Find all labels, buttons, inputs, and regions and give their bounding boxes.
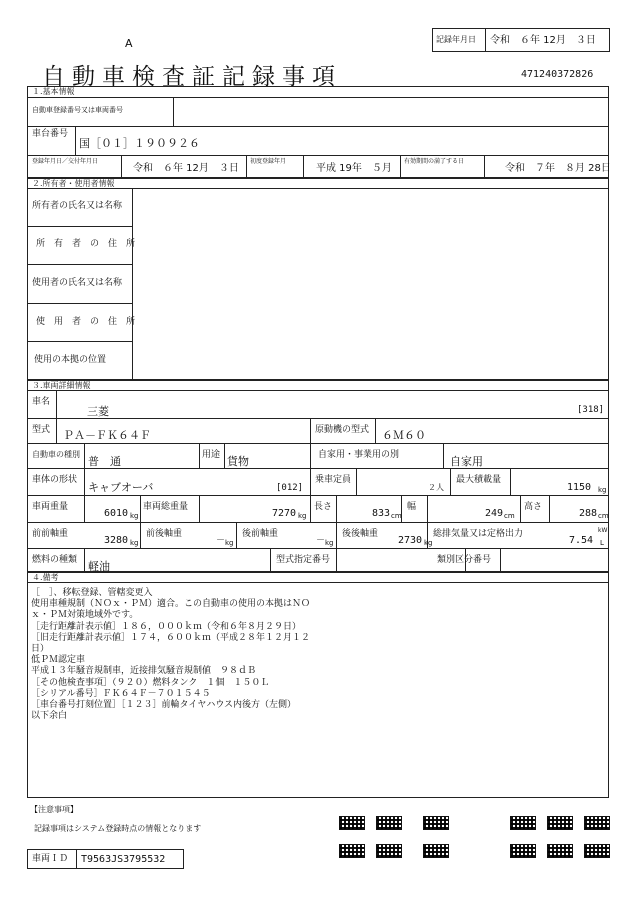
- section-2-heading: ２.所有者・使用者情報: [32, 179, 115, 188]
- rear-front-axle-unit: kg: [325, 539, 334, 547]
- front-rear-axle-label: 前後軸重: [146, 529, 183, 539]
- remarks-line: ［シリアル番号］ＦＫ６４Ｆ－７０１５４５: [31, 688, 211, 699]
- fuel-type-value: 軽油: [88, 560, 110, 573]
- qr-code-icon: [547, 816, 573, 830]
- remarks-line: 低ＰＭ認定車: [31, 655, 86, 666]
- width-label: 幅: [407, 502, 417, 512]
- remarks-line: 使用車種規制（ＮＯｘ・ＰＭ）適合。この自動車の使用の本拠はＮＯ: [31, 599, 311, 610]
- section-3-heading: ３.車両詳細情報: [32, 381, 91, 390]
- remarks-line: 以下余白: [31, 711, 68, 722]
- remarks-line: ［旧走行距離計表示値］１７４，６００ｋｍ（平成２８年１２月１２: [31, 632, 311, 643]
- remarks-line: ［走行距離計表示値］１８６，０００ｋｍ（令和６年８月２９日）: [31, 621, 302, 632]
- remarks-line: ［車台番号打刻位置］［１２３］前輪タイヤハウス内後方（左側）: [31, 700, 297, 711]
- expiry-date-value: 令和 ７年 ８月 28日: [505, 163, 611, 174]
- width-value: 249: [485, 508, 504, 519]
- remarks-line: ［その他検査事項］（９２０）燃料タンク １個 １５０Ｌ: [31, 677, 270, 688]
- remarks-line: ｘ・ＰＭ対策地域外です。: [31, 610, 139, 621]
- capacity-label: 乗車定員: [315, 475, 352, 485]
- fuel-type-label: 燃料の種類: [32, 555, 78, 565]
- qr-code-icon: [510, 844, 536, 858]
- gross-weight-unit: kg: [298, 512, 307, 520]
- vehicle-kind-label: 自動車の種別: [32, 450, 80, 459]
- vehicle-weight-value: 6010: [104, 508, 129, 519]
- owner-address-label: 所 有 者 の 住 所: [36, 239, 136, 249]
- qr-code-icon: [339, 844, 365, 858]
- type-designation-label: 型式指定番号: [276, 555, 331, 565]
- user-name-label: 使用者の氏名又は名称: [32, 278, 123, 288]
- record-date-label: 記録年月日: [436, 35, 476, 44]
- maker-value: 三菱: [87, 405, 109, 418]
- vehicle-weight-label: 車両重量: [32, 502, 69, 512]
- qr-code-icon: [584, 816, 610, 830]
- max-load-unit: kg: [598, 486, 607, 494]
- expiry-date-label: 有効期間の満了する日: [404, 158, 465, 165]
- remarks-line: ［ ］、移転登録、管轄変更入: [31, 588, 153, 598]
- record-date-value: 令和 ６年 12月 ３日: [490, 35, 596, 46]
- width-unit: cm: [504, 512, 515, 520]
- rear-rear-axle-unit: kg: [424, 539, 433, 547]
- notes-text: 記録事項はシステム登録時点の情報となります: [34, 824, 202, 833]
- engine-model-label: 原動機の型式: [315, 425, 370, 435]
- first-registration-label: 初度登録年月: [250, 158, 287, 165]
- front-rear-axle-unit: kg: [225, 539, 234, 547]
- front-front-axle-label: 前前軸重: [32, 529, 69, 539]
- owner-name-label: 所有者の氏名又は名称: [32, 201, 123, 211]
- chassis-number-value: 国［０１］１９０９２６: [79, 137, 200, 150]
- qr-code-icon: [376, 844, 402, 858]
- qr-code-icon: [339, 816, 365, 830]
- rear-front-axle-value: －: [316, 536, 326, 546]
- engine-model-value: ６Ｍ６０: [382, 429, 426, 442]
- rear-rear-axle-value: 2730: [398, 535, 423, 546]
- remarks-text: [31, 588, 310, 722]
- displacement-unit-l: L: [600, 539, 604, 547]
- front-front-axle-value: 3280: [104, 535, 129, 546]
- displacement-unit-kw: kW: [598, 527, 608, 534]
- classification-label: 類別区分番号: [437, 555, 492, 565]
- displacement-label: 総排気量又は定格出力: [433, 529, 524, 539]
- gross-weight-value: 7270: [272, 508, 297, 519]
- remarks-line: 平成１３年騒音規制車，近接排気騒音規制値 ９８ｄＢ: [31, 666, 257, 677]
- remarks-line: 日）: [31, 644, 50, 655]
- registration-date-label: 登録年月日／交付年月日: [32, 158, 99, 165]
- private-business-label: 自家用・事業用の別: [318, 450, 400, 460]
- use-label: 用途: [202, 450, 221, 460]
- front-rear-axle-value: －: [216, 536, 226, 546]
- maker-code: [318]: [577, 405, 605, 415]
- form-mark: A: [125, 37, 133, 50]
- vehicle-id-label: 車両ＩＤ: [32, 854, 69, 864]
- rear-front-axle-label: 後前軸重: [242, 529, 279, 539]
- notes-heading: 【注意事項】: [30, 805, 78, 814]
- registration-number-label: 自動車登録番号又は車両番号: [32, 106, 123, 114]
- qr-code-icon: [584, 844, 610, 858]
- base-location-label: 使用の本拠の位置: [34, 355, 107, 365]
- vehicle-kind-value: 普 通: [88, 455, 121, 468]
- qr-code-icon: [510, 816, 536, 830]
- chassis-number-label: 車台番号: [32, 129, 69, 139]
- body-shape-value: キャブオーバ: [88, 481, 154, 494]
- body-shape-label: 車体の形状: [32, 475, 78, 485]
- height-unit: cm: [598, 512, 609, 520]
- max-load-value: 1150: [567, 482, 592, 493]
- first-registration-value: 平成 19年 ５月: [316, 163, 392, 174]
- body-shape-code: [012]: [276, 483, 304, 493]
- height-label: 高さ: [524, 502, 543, 512]
- registration-date-value: 令和 ６年 12月 ３日: [133, 163, 239, 174]
- length-label: 長さ: [314, 502, 333, 512]
- model-label: 型式: [32, 425, 51, 435]
- displacement-value: 7.54: [569, 535, 594, 546]
- vehicle-id-value: T9563JS3795532: [81, 854, 166, 865]
- qr-code-icon: [547, 844, 573, 858]
- qr-code-icon: [423, 816, 449, 830]
- vehicle-weight-unit: kg: [130, 512, 139, 520]
- qr-code-icon: [423, 844, 449, 858]
- capacity-value: ２人: [428, 483, 444, 492]
- private-business-value: 自家用: [450, 455, 483, 468]
- maker-label: 車名: [32, 397, 51, 407]
- rear-rear-axle-label: 後後軸重: [342, 529, 379, 539]
- section-1-heading: １.基本情報: [32, 87, 75, 96]
- gross-weight-label: 車両総重量: [143, 502, 189, 512]
- length-unit: cm: [391, 512, 402, 520]
- qr-code-icon: [376, 816, 402, 830]
- max-load-label: 最大積載量: [456, 475, 502, 485]
- use-value: 貨物: [227, 455, 249, 468]
- document-number: 471240372826: [521, 69, 594, 80]
- user-address-label: 使 用 者 の 住 所: [36, 317, 136, 327]
- model-value: ＰＡ－ＦＫ６４Ｆ: [63, 429, 151, 442]
- page-title: 自動車検査証記録事項: [42, 64, 342, 90]
- front-front-axle-unit: kg: [130, 539, 139, 547]
- length-value: 833: [372, 508, 391, 519]
- section-4-heading: ４.備考: [32, 573, 59, 582]
- height-value: 288: [579, 508, 598, 519]
